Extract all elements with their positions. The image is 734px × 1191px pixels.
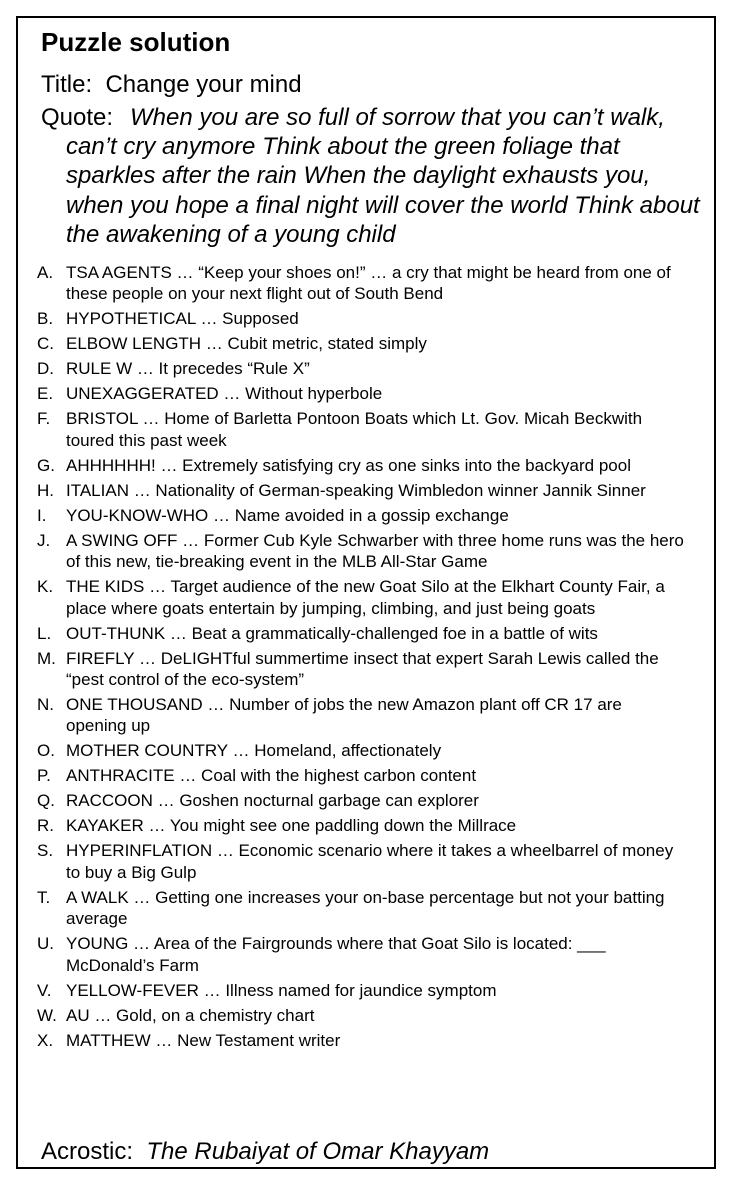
quote-block xyxy=(41,103,706,249)
clue-text: ITALIAN … Nationality of German-speaking Wimbledon winner Jannik Sinner xyxy=(66,480,646,500)
clue-letter: T. xyxy=(37,887,51,907)
acrostic-line xyxy=(41,1137,489,1167)
clue-text: BRISTOL … Home of Barletta Pontoon Boats which Lt. Gov. Micah Beckwith toured this past week xyxy=(66,409,643,450)
clue-text: FIREFLY … DeLIGHTful summertime insect that expert Sarah Lewis called the “pest control of the eco-system” xyxy=(66,648,659,690)
quote-label: Quote: xyxy=(41,104,114,131)
clue-letter: J. xyxy=(37,530,51,550)
clue-item xyxy=(37,1030,687,1051)
clue-letter: H. xyxy=(37,480,54,500)
puzzle-title xyxy=(41,70,302,100)
clue-letter: R. xyxy=(37,816,54,836)
clue-letter: K. xyxy=(37,577,54,597)
clue-text: MATTHEW … New Testament writer xyxy=(66,1030,341,1050)
page-heading: Puzzle solution xyxy=(41,27,231,57)
clue-text: UNEXAGGERATED … Without hyperbole xyxy=(66,384,383,404)
clue-text: A SWING OFF … Former Cub Kyle Schwarber with three home runs was the hero of this new, tie-breaking event in the MLB All-Star Game xyxy=(66,530,684,572)
clue-item xyxy=(37,308,687,329)
title-value: Change your mind xyxy=(105,71,302,98)
title-label: Title: xyxy=(41,71,93,98)
clue-item xyxy=(37,1005,687,1026)
clue-text: ONE THOUSAND … Number of jobs the new Amazon plant off CR 17 are opening up xyxy=(66,695,622,736)
clue-letter: I. xyxy=(37,505,47,525)
clue-letter: V. xyxy=(37,980,52,1000)
clue-item xyxy=(37,333,687,354)
clue-text: YELLOW-FEVER … Illness named for jaundice symptom xyxy=(66,980,497,1000)
clue-text: RACCOON … Goshen nocturnal garbage can explorer xyxy=(66,791,479,811)
clue-text: ANTHRACITE … Coal with the highest carbon content xyxy=(66,766,477,786)
clue-item xyxy=(37,740,687,761)
clue-text: HYPERINFLATION … Economic scenario where it takes a wheelbarrel of money to buy a Big Gulp xyxy=(66,841,674,882)
clue-item xyxy=(37,694,687,737)
clue-item xyxy=(37,790,687,811)
clue-item xyxy=(37,358,687,379)
clue-text: AHHHHHH! … Extremely satisfying cry as one sinks into the backyard pool xyxy=(66,455,631,475)
clue-text: RULE W … It precedes “Rule X” xyxy=(66,359,310,379)
clue-item xyxy=(37,765,687,786)
clue-item xyxy=(37,383,687,404)
clue-item xyxy=(37,887,687,930)
clue-text: THE KIDS … Target audience of the new Goat Silo at the Elkhart County Fair, a place where goats entertain by jumping, climbing, and just being goats xyxy=(66,577,665,618)
clue-text: AU … Gold, on a chemistry chart xyxy=(66,1005,315,1025)
acrostic-label: Acrostic: xyxy=(41,1138,134,1165)
clue-item xyxy=(37,980,687,1001)
acrostic-answer: The Rubaiyat of Omar Khayyam xyxy=(146,1138,490,1165)
clue-item xyxy=(37,576,687,619)
clue-letter: U. xyxy=(37,934,54,954)
quote-text: When you are so full of sorrow that you can’t walk, can’t cry anymore Think about the green foliage that sparkles after the rain When the daylight exhausts you, when you hope a final night will cover the world Think about the awakening of a young child xyxy=(66,104,700,248)
clue-text: HYPOTHETICAL … Supposed xyxy=(66,309,299,329)
clue-letter: S. xyxy=(37,841,54,861)
clue-list xyxy=(37,262,687,1055)
clue-text: OUT-THUNK … Beat a grammatically-challenged foe in a battle of wits xyxy=(66,623,598,643)
clue-letter: F. xyxy=(37,409,51,429)
clue-text: KAYAKER … You might see one paddling down the Millrace xyxy=(66,816,517,836)
clue-letter: D. xyxy=(37,359,54,379)
clue-letter: G. xyxy=(37,455,55,475)
clue-item xyxy=(37,840,687,883)
clue-letter: P. xyxy=(37,766,51,786)
clue-text: A WALK … Getting one increases your on-base percentage but not your batting average xyxy=(66,887,665,929)
clue-item xyxy=(37,623,687,644)
clue-item xyxy=(37,648,687,691)
clue-letter: N. xyxy=(37,695,54,715)
clue-item xyxy=(37,815,687,836)
clue-letter: L. xyxy=(37,623,52,643)
clue-letter: X. xyxy=(37,1030,54,1050)
clue-letter: B. xyxy=(37,309,54,329)
clue-text: MOTHER COUNTRY … Homeland, affectionately xyxy=(66,741,442,761)
clue-letter: Q. xyxy=(37,791,55,811)
clue-letter: E. xyxy=(37,384,54,404)
clue-item xyxy=(37,262,687,305)
clue-letter: W. xyxy=(37,1005,57,1025)
clue-item xyxy=(37,530,687,573)
clue-item xyxy=(37,505,687,526)
clue-text: YOUNG … Area of the Fairgrounds where that Goat Silo is located: ___ McDonald’s Farm xyxy=(66,934,606,975)
clue-item xyxy=(37,480,687,501)
clue-text: ELBOW LENGTH … Cubit metric, stated simply xyxy=(66,334,427,354)
clue-letter: O. xyxy=(37,741,55,761)
clue-text: TSA AGENTS … “Keep your shoes on!” … a cry that might be heard from one of these people on your next flight out of South Bend xyxy=(66,263,671,304)
clue-item xyxy=(37,455,687,476)
clue-letter: M. xyxy=(37,648,56,668)
clue-item xyxy=(37,408,687,451)
clue-letter: C. xyxy=(37,334,54,354)
clue-letter: A. xyxy=(37,263,54,282)
clue-text: YOU-KNOW-WHO … Name avoided in a gossip exchange xyxy=(66,505,509,525)
clue-item xyxy=(37,933,687,976)
